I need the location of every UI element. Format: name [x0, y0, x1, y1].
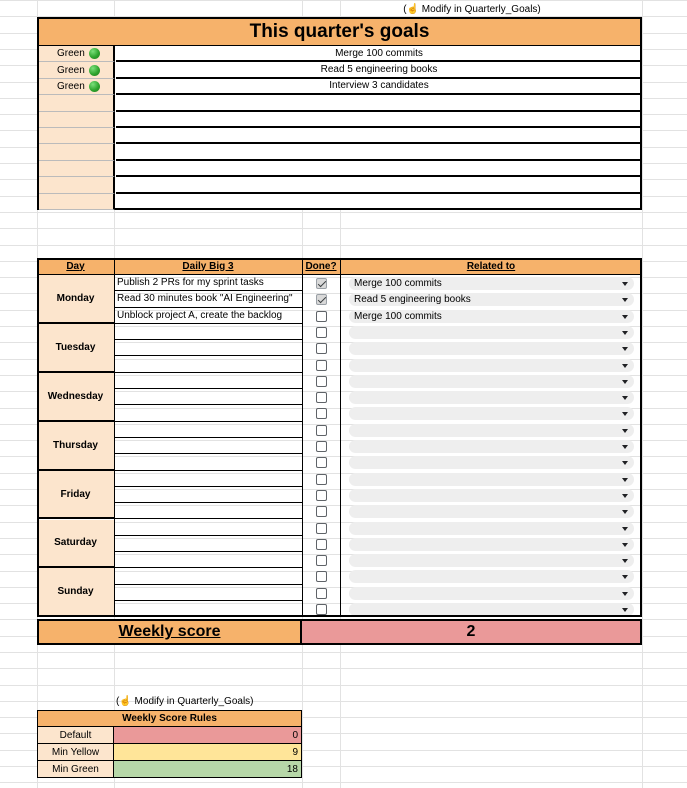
goal-status-cell [39, 79, 115, 95]
goal-status-cell [39, 46, 115, 62]
related-goal-value: Merge 100 commits [354, 310, 442, 322]
daily-task-cell[interactable]: Publish 2 PRs for my sprint tasks [115, 275, 302, 291]
goal-status-cell [39, 95, 115, 111]
chevron-down-icon [622, 429, 628, 433]
done-checkbox[interactable] [316, 571, 327, 582]
chevron-down-icon [622, 396, 628, 400]
related-goal-dropdown[interactable] [349, 554, 634, 567]
daily-task-cell[interactable]: Read 30 minutes book "AI Engineering" [115, 291, 302, 307]
related-goal-dropdown[interactable] [349, 310, 634, 323]
related-goal-dropdown[interactable] [349, 587, 634, 600]
chevron-down-icon [622, 380, 628, 384]
chevron-down-icon [622, 478, 628, 482]
done-checkbox[interactable] [316, 360, 327, 371]
goals-table [37, 46, 642, 210]
daily-task-cell[interactable]: Unblock project A, create the backlog [115, 308, 302, 324]
daily-task-cell[interactable] [115, 536, 302, 552]
day-label-saturday: Saturday [37, 520, 114, 569]
done-checkbox[interactable] [316, 555, 327, 566]
daily-task-cell[interactable] [115, 454, 302, 470]
header-divider [37, 274, 642, 275]
done-checkbox[interactable] [316, 490, 327, 501]
related-goal-dropdown[interactable] [349, 277, 634, 290]
related-goal-dropdown[interactable] [349, 538, 634, 551]
goal-status-text: Green [57, 64, 85, 76]
rules-title: Weekly Score Rules [37, 710, 302, 727]
daily-task-cell[interactable] [115, 585, 302, 601]
goal-status-cell [39, 144, 115, 160]
goal-cell[interactable] [116, 112, 642, 128]
related-goal-dropdown[interactable] [349, 489, 634, 502]
daily-task-cell[interactable] [115, 422, 302, 438]
chevron-down-icon [622, 592, 628, 596]
done-checkbox[interactable] [316, 343, 327, 354]
chevron-down-icon [622, 494, 628, 498]
chevron-down-icon [622, 315, 628, 319]
done-checkbox[interactable] [316, 408, 327, 419]
done-checkbox[interactable] [316, 604, 327, 615]
day-label-wednesday: Wednesday [37, 373, 114, 422]
rule-value: 0 [114, 727, 302, 744]
done-checkbox[interactable] [316, 376, 327, 387]
chevron-down-icon [622, 461, 628, 465]
done-checkbox[interactable] [316, 441, 327, 452]
column-divider [340, 258, 341, 617]
done-checkbox[interactable] [316, 523, 327, 534]
header-done: Done? [302, 258, 340, 274]
modify-note-top: (☝ Modify in Quarterly_Goals) [403, 3, 541, 15]
related-goal-dropdown[interactable] [349, 522, 634, 535]
chevron-down-icon [622, 543, 628, 547]
goal-status-cell [39, 177, 115, 193]
chevron-down-icon [622, 331, 628, 335]
header-daily-big-3: Daily Big 3 [114, 258, 302, 274]
chevron-down-icon [622, 347, 628, 351]
goal-cell[interactable] [116, 95, 642, 111]
related-goal-dropdown[interactable] [349, 407, 634, 420]
green-status-icon [89, 81, 100, 92]
done-checkbox[interactable] [316, 474, 327, 485]
daily-task-cell[interactable] [115, 601, 302, 617]
day-label-friday: Friday [37, 471, 114, 520]
goals-title: This quarter's goals [37, 17, 642, 47]
done-checkbox[interactable] [316, 457, 327, 468]
daily-task-cell[interactable] [115, 438, 302, 454]
goal-cell[interactable]: Interview 3 candidates [116, 79, 642, 95]
chevron-down-icon [622, 608, 628, 612]
header-related-to: Related to [340, 258, 642, 274]
column-divider [302, 258, 303, 617]
related-goal-dropdown[interactable] [349, 326, 634, 339]
weekly-score-label: Weekly score [37, 619, 302, 645]
related-goal-dropdown[interactable] [349, 359, 634, 372]
done-checkbox[interactable] [316, 588, 327, 599]
goal-cell[interactable] [116, 161, 642, 177]
rule-value: 18 [114, 761, 302, 778]
related-goal-dropdown[interactable] [349, 424, 634, 437]
daily-task-cell[interactable] [115, 373, 302, 389]
goal-cell[interactable]: Read 5 engineering books [116, 62, 642, 78]
goal-cell[interactable] [116, 194, 642, 210]
related-goal-dropdown[interactable] [349, 391, 634, 404]
day-label-sunday: Sunday [37, 568, 114, 617]
related-goal-dropdown[interactable] [349, 293, 634, 306]
done-checkbox[interactable] [316, 506, 327, 517]
chevron-down-icon [622, 559, 628, 563]
header-day: Day [37, 258, 114, 274]
related-goal-value: Read 5 engineering books [354, 294, 471, 306]
done-checkbox[interactable] [316, 327, 327, 338]
done-checkbox[interactable] [316, 311, 327, 322]
related-goal-dropdown[interactable] [349, 375, 634, 388]
related-goal-dropdown[interactable] [349, 440, 634, 453]
column-divider [114, 258, 115, 617]
chevron-down-icon [622, 298, 628, 302]
related-goal-dropdown[interactable] [349, 570, 634, 583]
weekly-score-value: 2 [302, 619, 642, 645]
daily-task-cell[interactable] [115, 471, 302, 487]
daily-task-cell[interactable] [115, 520, 302, 536]
related-goal-dropdown[interactable] [349, 473, 634, 486]
related-goal-dropdown[interactable] [349, 342, 634, 355]
chevron-down-icon [622, 527, 628, 531]
related-goal-dropdown[interactable] [349, 603, 634, 616]
modify-note-rules: (☝ Modify in Quarterly_Goals) [116, 695, 254, 707]
daily-task-cell[interactable] [115, 389, 302, 405]
related-goal-dropdown[interactable] [349, 505, 634, 518]
chevron-down-icon [622, 445, 628, 449]
chevron-down-icon [622, 282, 628, 286]
goal-status-cell [39, 194, 115, 210]
done-checkbox[interactable] [316, 425, 327, 436]
goal-status-text: Green [57, 48, 85, 60]
weekly-table [37, 258, 642, 618]
chevron-down-icon [622, 412, 628, 416]
goal-cell[interactable] [116, 177, 642, 193]
day-label-tuesday: Tuesday [37, 324, 114, 373]
done-checkbox[interactable] [316, 294, 327, 305]
chevron-down-icon [622, 510, 628, 514]
green-status-icon [89, 65, 100, 76]
score-rules-table [37, 727, 302, 778]
related-goal-dropdown[interactable] [349, 456, 634, 469]
goal-status-cell [39, 62, 115, 78]
daily-task-cell[interactable] [115, 503, 302, 519]
rule-label: Default [37, 727, 114, 744]
done-checkbox[interactable] [316, 539, 327, 550]
goal-cell[interactable]: Merge 100 commits [116, 46, 642, 62]
related-goal-value: Merge 100 commits [354, 278, 442, 289]
goal-status-text: Green [57, 80, 85, 92]
goal-cell[interactable] [116, 128, 642, 144]
day-label-monday: Monday [37, 275, 114, 324]
rule-label: Min Green [37, 761, 114, 778]
chevron-down-icon [622, 364, 628, 368]
goal-cell[interactable] [116, 144, 642, 160]
daily-task-cell[interactable] [115, 552, 302, 568]
goal-status-cell [39, 128, 115, 144]
chevron-down-icon [622, 575, 628, 579]
green-status-icon [89, 48, 100, 59]
done-checkbox[interactable] [316, 278, 327, 289]
daily-task-cell[interactable] [115, 405, 302, 421]
daily-task-cell[interactable] [115, 568, 302, 584]
daily-task-cell[interactable] [115, 324, 302, 340]
daily-task-cell[interactable] [115, 340, 302, 356]
daily-task-cell[interactable] [115, 357, 302, 373]
done-checkbox[interactable] [316, 392, 327, 403]
goal-status-cell [39, 112, 115, 128]
daily-task-cell[interactable] [115, 487, 302, 503]
day-label-thursday: Thursday [37, 422, 114, 471]
rule-label: Min Yellow [37, 744, 114, 761]
rule-value: 9 [114, 744, 302, 761]
goal-status-cell [39, 161, 115, 177]
